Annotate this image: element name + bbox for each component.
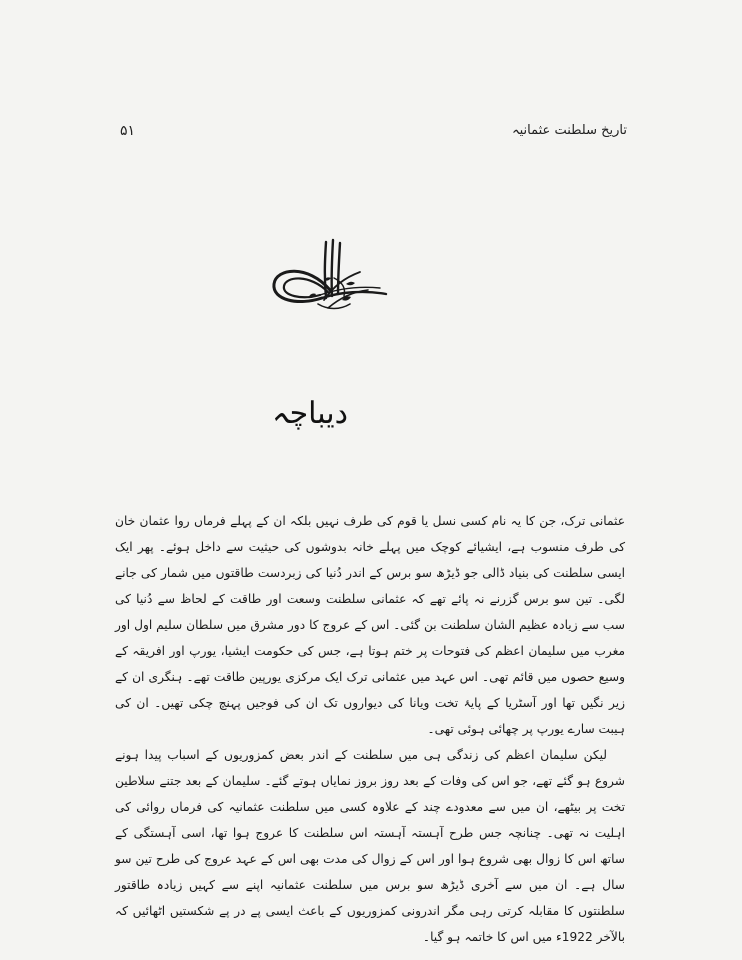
body-text <box>115 508 625 950</box>
paragraph: عثمانی ترک، جن کا یہ نام کسی نسل یا قوم کی طرف نہیں بلکہ ان کے پہلے فرماں روا عثمان خان کی طرف منسوب ہے، ایشیائے کوچک میں پہلے خانہ بدوشوں کی حیثیت سے داخل ہوئے۔ پھر ایک ایسی سلطنت کی بنیاد ڈالی جو ڈیڑھ سو برس کے اندر دُنیا کی زبردست طاقتوں میں شمار کی جانے لگی۔ تین سو برس گزرنے نہ پائے تھے کہ عثمانی سلطنت وسعت اور طاقت کے لحاظ سے دُنیا کی سب سے زیادہ عظیم الشان سلطنت بن گئی۔ اس کے عروج کا دور مشرق میں سلطان سلیم اول اور مغرب میں سلیمان اعظم کی فتوحات پر ختم ہوتا ہے، جس کی حکومت ایشیا، یورپ اور افریقہ کے وسیع حصوں میں قائم تھی۔ اس عہد میں عثمانی ترک ایک مرکزی یورپین طاقت تھے۔ ہنگری ان کے زیر نگیں تھا اور آسٹریا کے پایۂ تخت ویانا کی دیواروں تک ان کی فوجیں پہنچ چکی تھیں۔ ان کی ہیبت سارے یورپ پر چھائی ہوئی تھی۔ <box>115 514 625 736</box>
chapter-title: دیباچہ <box>271 396 349 431</box>
tughra-calligraphy-icon <box>268 238 388 318</box>
page-number: ۵۱ <box>120 123 136 139</box>
paragraph: لیکن سلیمان اعظم کی زندگی ہی میں سلطنت کے اندر بعض کمزوریوں کے اسباب پیدا ہونے شروع ہو گئے تھے، جو اس کی وفات کے بعد روز بروز نمایاں ہوتے گئے۔ سلیمان کے بعد جتنے سلاطین تخت پر بیٹھے، ان میں سے معدودے چند کے علاوہ کسی میں سلطنت عثمانیہ کی فرماں روائی کی اہلیت نہ تھی۔ چنانچہ جس طرح آہستہ آہستہ اس سلطنت کا عروج ہوا تھا، اسی آہستگی کے ساتھ اس کا زوال بھی شروع ہوا اور اس کے زوال کی مدت بھی اس کے عہد عروج کی طرح تین سو سال ہے۔ ان میں سے آخری ڈیڑھ سو برس میں سلطنت عثمانیہ اپنے سے کہیں زیادہ طاقتور سلطنتوں کا مقابلہ کرتی رہی مگر اندرونی کمزوریوں کے باعث ایسی پے در پے شکستیں اٹھائیں کہ بالآخر 1922ء میں اس کا خاتمہ ہو گیا۔ <box>115 748 625 944</box>
running-header: تاریخ سلطنت عثمانیہ <box>512 123 627 138</box>
